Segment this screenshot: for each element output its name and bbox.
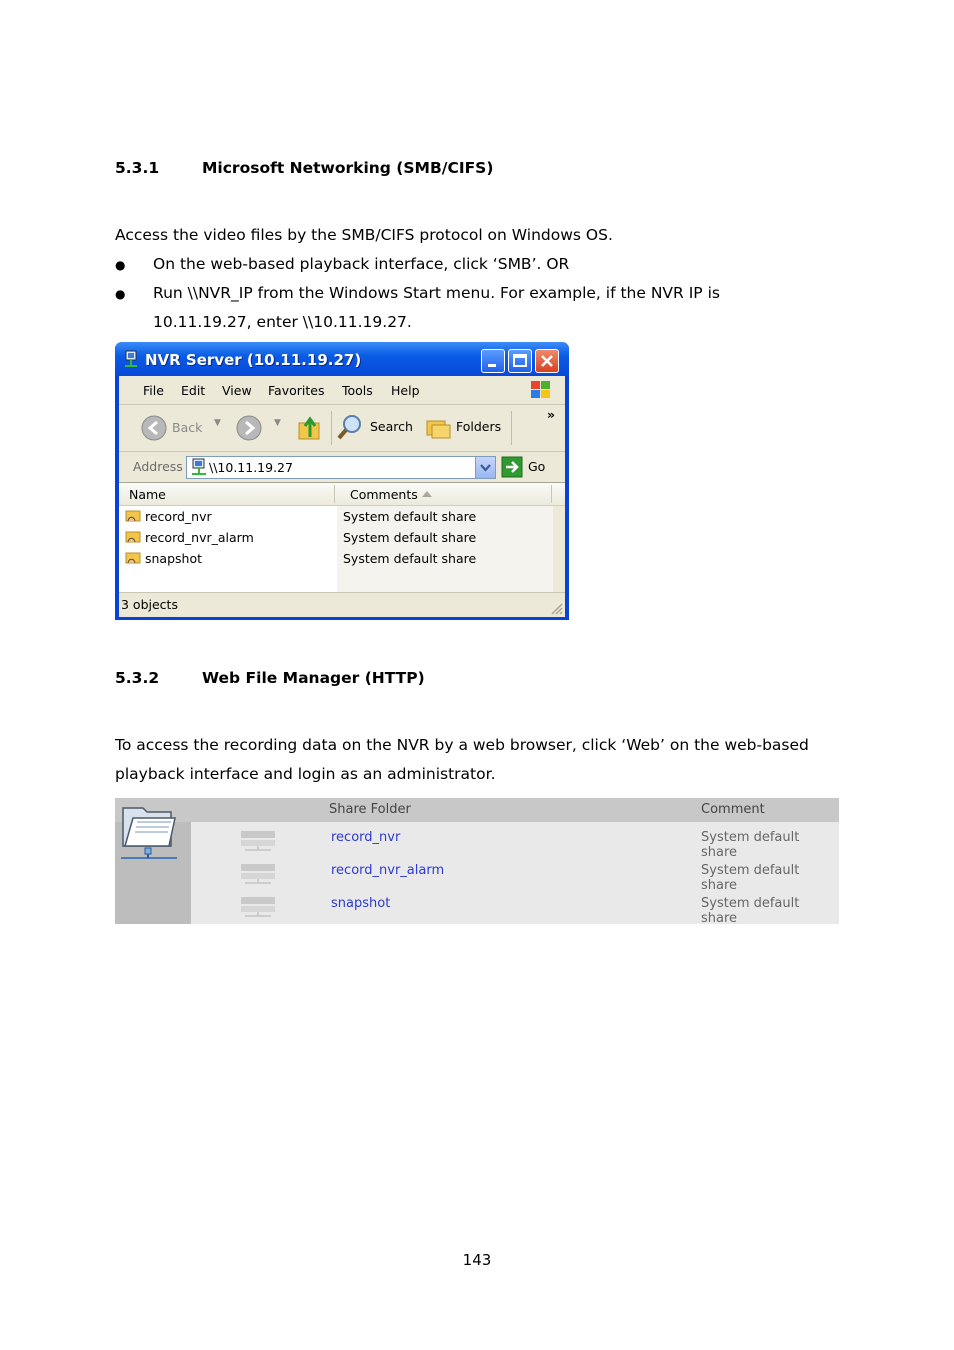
bullet-item-smb: On the web-based playback interface, click ‘SMB’. OR: [153, 255, 570, 273]
menu-bar: [119, 376, 565, 405]
table-row: [191, 855, 839, 893]
sort-ascending-icon: [421, 490, 433, 498]
go-label: Go: [528, 459, 546, 474]
column-header-comments[interactable]: Comments: [350, 487, 418, 502]
list-item[interactable]: [119, 548, 553, 569]
go-button[interactable]: [501, 456, 551, 478]
address-bar: [119, 452, 565, 483]
menu-edit[interactable]: Edit: [181, 383, 206, 398]
share-folder-link[interactable]: record_nvr: [331, 830, 401, 845]
web-file-manager: [115, 798, 839, 924]
menu-help[interactable]: Help: [391, 383, 420, 398]
back-button[interactable]: [141, 415, 231, 441]
table-row: [191, 822, 839, 860]
resize-grip-icon[interactable]: [549, 601, 563, 615]
section2-paragraph-line1: To access the recording data on the NVR by a web browser, click ‘Web’ on the web-based: [115, 736, 809, 754]
wfm-list: [191, 822, 839, 924]
bullet-dot: ●: [115, 287, 126, 301]
share-folder-comment: System default share: [701, 896, 800, 926]
window-title: NVR Server (10.11.19.27): [145, 351, 362, 369]
section2-paragraph-line2: playback interface and login as an administrator.: [115, 765, 496, 783]
scrollbar-track[interactable]: [553, 506, 565, 592]
folder-up-icon[interactable]: [297, 413, 323, 443]
network-folder-icon: [119, 802, 181, 864]
section-heading-532: [115, 669, 425, 687]
status-text: 3 objects: [121, 597, 178, 612]
windows-logo-icon: [529, 379, 553, 401]
section-title: Microsoft Networking (SMB/CIFS): [202, 159, 494, 177]
share-name: record_nvr: [145, 509, 212, 524]
address-dropdown-button[interactable]: [475, 457, 495, 478]
share-folder-server-icon: [241, 862, 275, 884]
list-item[interactable]: [119, 527, 553, 548]
share-folder-link[interactable]: record_nvr_alarm: [331, 863, 445, 878]
section-title: Web File Manager (HTTP): [202, 669, 425, 687]
table-row: [191, 888, 839, 926]
section-number: 5.3.2: [115, 669, 160, 687]
title-bar: [115, 342, 569, 376]
minimize-button[interactable]: [481, 349, 505, 373]
toolbar-divider: [511, 411, 512, 445]
window-body: [119, 376, 565, 616]
page-number: 143: [462, 1251, 492, 1269]
menu-tools[interactable]: Tools: [342, 383, 373, 398]
section-heading-531: [115, 159, 493, 177]
bullet-dot: ●: [115, 258, 126, 272]
address-value: \\10.11.19.27: [209, 460, 293, 475]
share-comment: System default share: [343, 530, 477, 545]
address-label: Address: [133, 459, 183, 474]
share-comment: System default share: [343, 551, 477, 566]
list-header: [119, 483, 565, 506]
close-icon: [536, 350, 558, 372]
folders-button[interactable]: [425, 413, 505, 443]
share-folder-server-icon: [241, 895, 275, 917]
share-name: snapshot: [145, 551, 203, 566]
menu-file[interactable]: File: [143, 383, 164, 398]
column-divider[interactable]: [334, 485, 335, 503]
menu-view[interactable]: View: [222, 383, 252, 398]
share-folder-server-icon: [241, 829, 275, 851]
column-header-share-folder: Share Folder: [329, 802, 411, 817]
column-header-comment: Comment: [701, 802, 765, 817]
network-computer-icon: [124, 350, 138, 368]
folders-icon: [425, 413, 453, 441]
close-button[interactable]: [535, 349, 559, 373]
status-bar: [119, 592, 565, 617]
forward-dropdown-icon: ▼: [274, 418, 281, 428]
explorer-window: [115, 342, 569, 620]
share-name: record_nvr_alarm: [145, 530, 254, 545]
address-input[interactable]: [186, 456, 496, 479]
shared-folder-icon: [125, 529, 141, 543]
column-header-name[interactable]: Name: [129, 487, 166, 502]
search-icon: [337, 413, 365, 441]
maximize-icon: [509, 350, 531, 372]
minimize-icon: [482, 350, 504, 372]
bullet-item-run-cont: 10.11.19.27, enter \\10.11.19.27.: [153, 313, 412, 331]
search-label: Search: [370, 419, 413, 434]
list-item[interactable]: [119, 506, 553, 527]
wfm-header: [115, 798, 839, 822]
go-arrow-icon: [501, 456, 523, 478]
shared-folder-icon: [125, 508, 141, 522]
back-dropdown-icon: ▼: [214, 418, 221, 428]
back-arrow-icon: [141, 415, 167, 441]
share-folder-link[interactable]: snapshot: [331, 896, 391, 911]
bullet-item-run: Run \\NVR_IP from the Windows Start menu. For example, if the NVR IP is: [153, 284, 720, 302]
section-number: 5.3.1: [115, 159, 160, 177]
network-computer-icon: [191, 458, 207, 476]
toolbar-divider: [331, 411, 332, 445]
share-comment: System default share: [343, 509, 477, 524]
folders-label: Folders: [456, 419, 502, 434]
search-button[interactable]: [337, 413, 417, 443]
forward-arrow-icon[interactable]: [236, 415, 262, 441]
maximize-button[interactable]: [508, 349, 532, 373]
intro-paragraph: Access the video files by the SMB/CIFS protocol on Windows OS.: [115, 226, 613, 244]
file-list: [119, 506, 565, 592]
column-divider: [551, 485, 552, 503]
share-folder-comment: System default share: [701, 830, 800, 860]
shared-folder-icon: [125, 550, 141, 564]
toolbar: [119, 405, 565, 452]
menu-favorites[interactable]: Favorites: [268, 383, 325, 398]
chevron-down-icon: [476, 457, 495, 478]
back-label: Back: [172, 420, 203, 435]
share-folder-comment: System default share: [701, 863, 800, 893]
toolbar-overflow-chevron-icon[interactable]: »: [547, 407, 556, 422]
